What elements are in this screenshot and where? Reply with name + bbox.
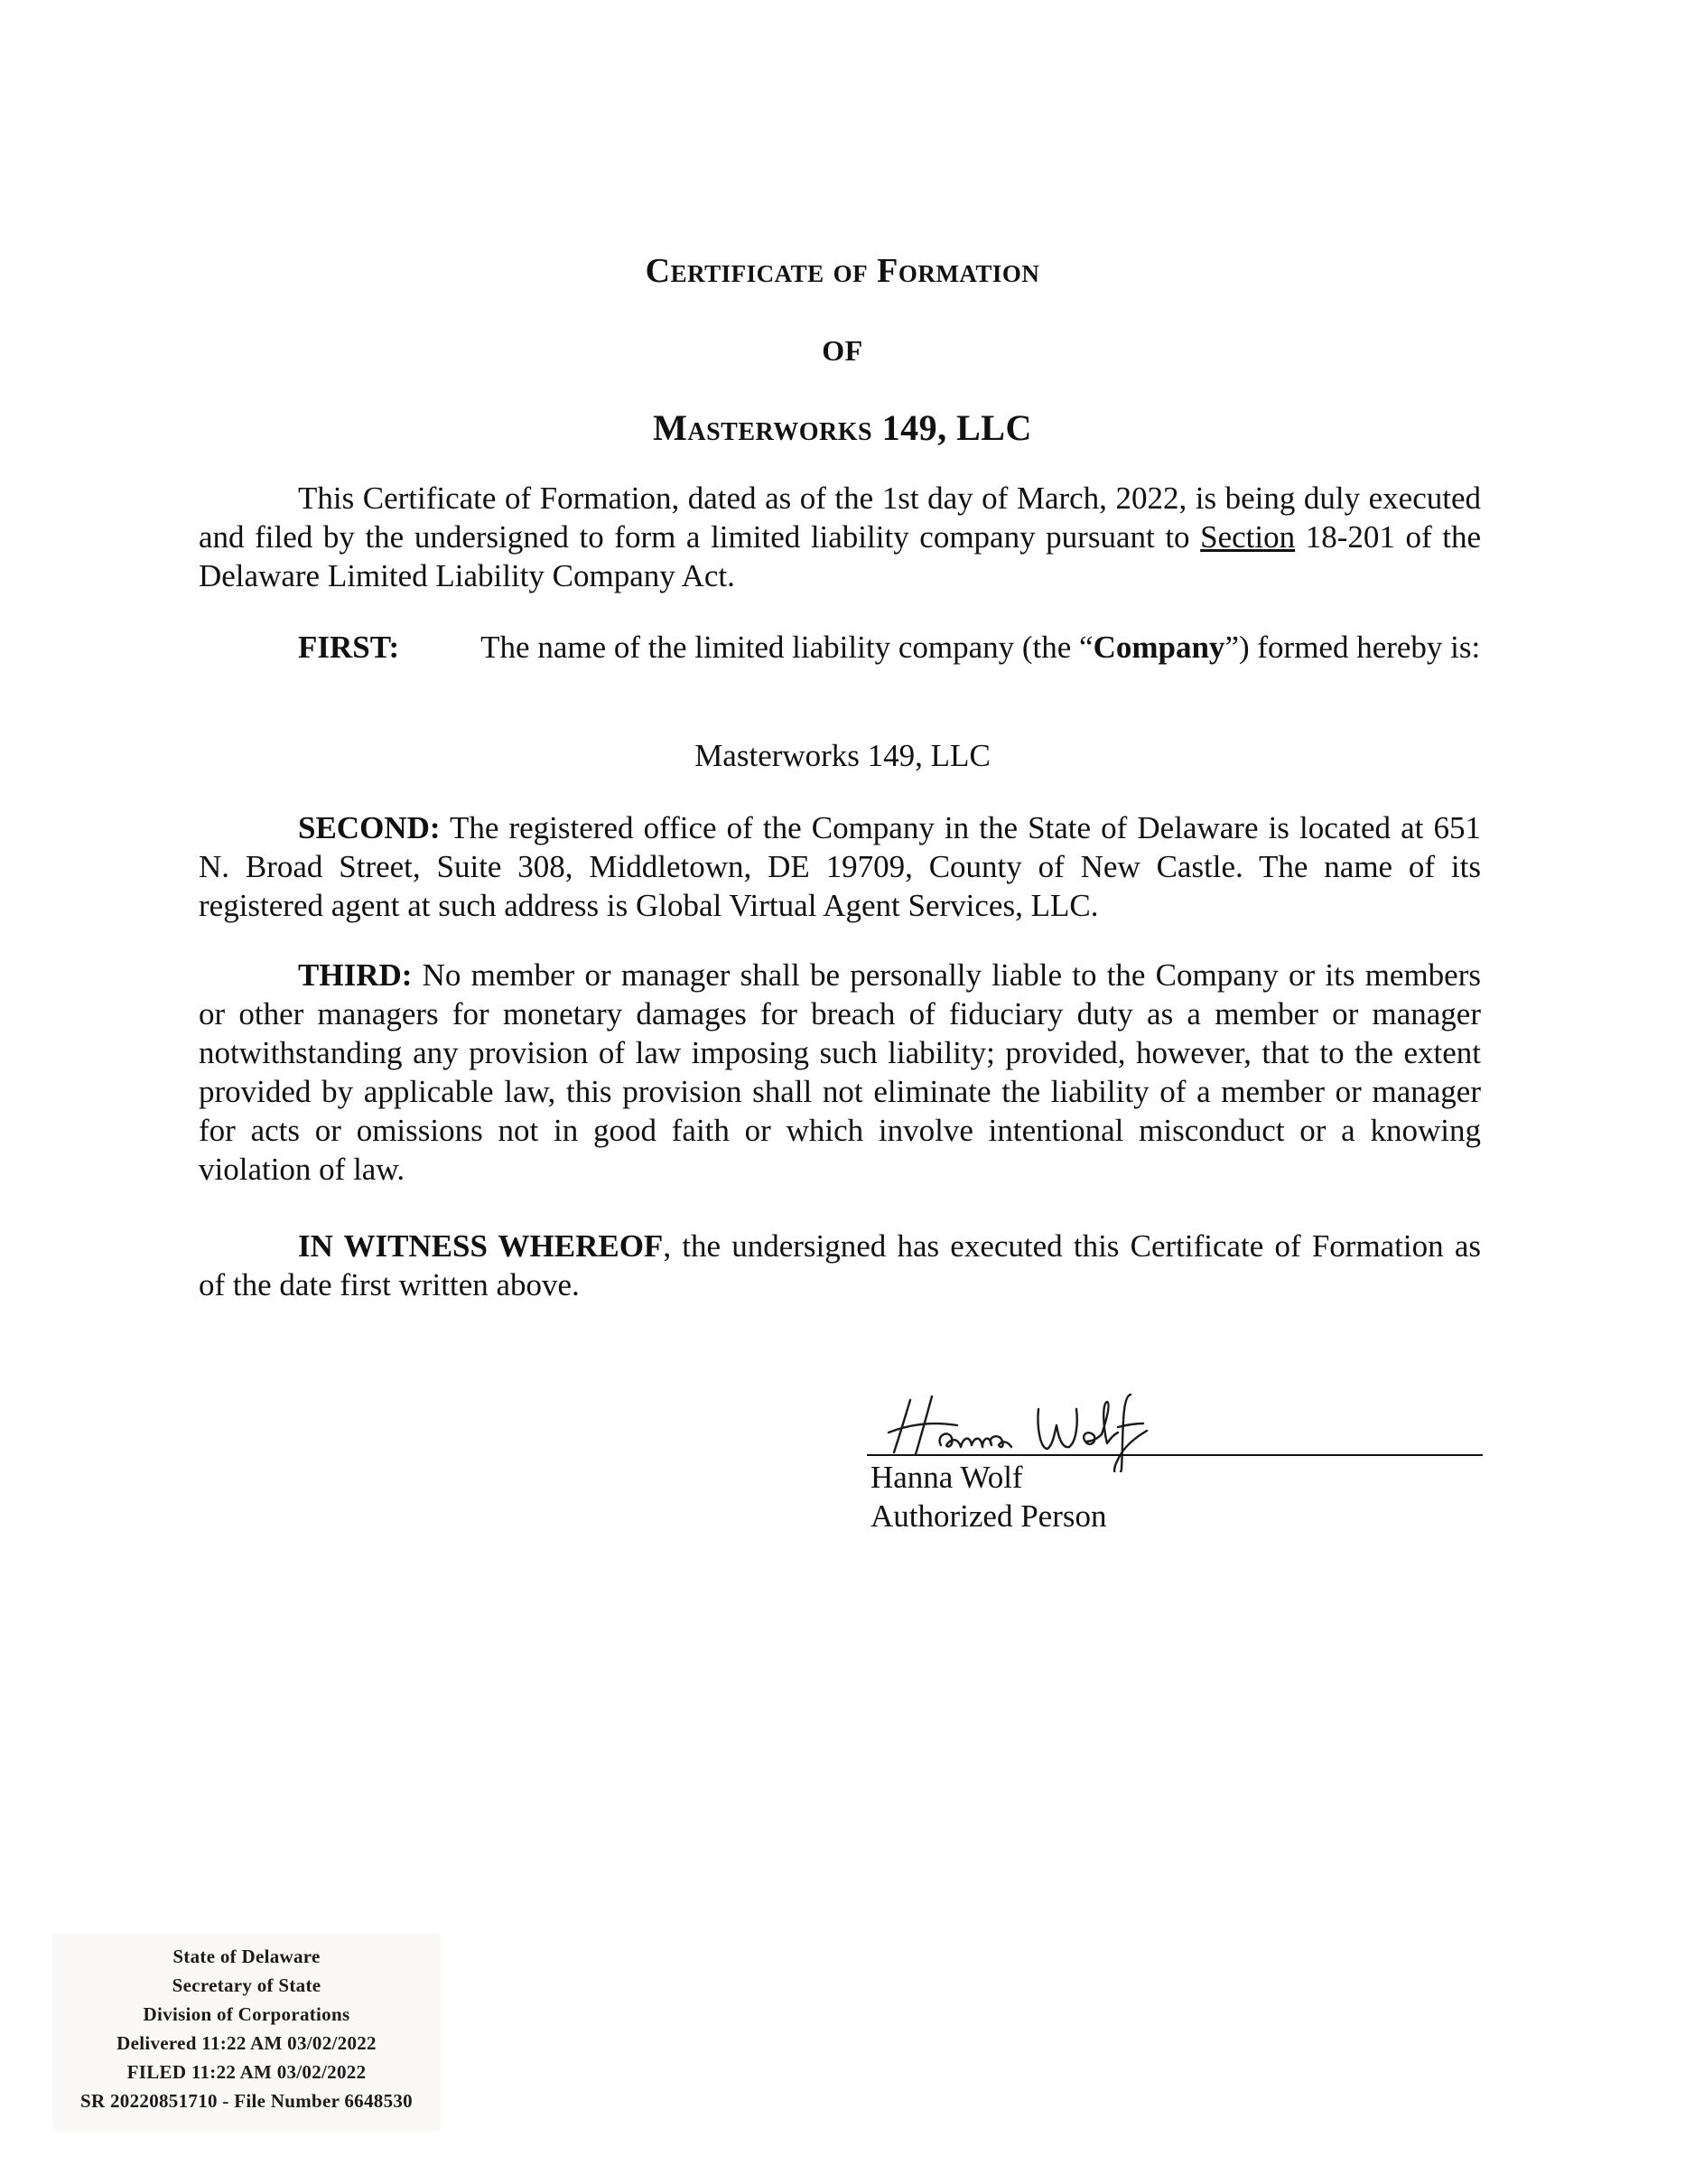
signatory-role: Authorized Person (870, 1498, 1107, 1534)
signatory-name: Hanna Wolf (870, 1460, 1023, 1495)
third-article (199, 956, 1481, 1189)
stamp-line-secretary: Secretary of State (172, 1974, 321, 1996)
intro-text-before: This Certificate of Formation, dated as of the 1st day of March, 2022, is being duly executed and filed by the undersigned to form a limited liability company pursuant to (199, 481, 1481, 555)
section-link: Section (1200, 519, 1296, 555)
document-company-title: Masterworks 149, LLC (653, 407, 1032, 448)
stamp-line-division: Division of Corporations (143, 2003, 350, 2025)
third-label: THIRD: (298, 957, 413, 993)
company-name: Masterworks 149, LLC (694, 738, 991, 773)
document-title: Certificate of Formation (645, 252, 1040, 290)
second-article (199, 808, 1481, 925)
witness-label: IN WITNESS WHEREOF (298, 1228, 664, 1264)
third-text: No member or manager shall be personally liable to the Company or its members or other managers for monetary damages for breach of fiduciary duty as a member or manager notwithstanding any provision of law imposing such liability; provided, however, that to the extent provided by applicable law, this provision shall not eliminate the liability of a member or manager for acts or omissions not in good faith or which involve intentional misconduct or a knowing violation of law. (199, 957, 1481, 1187)
stamp-line-filed: FILED 11:22 AM 03/02/2022 (126, 2061, 367, 2083)
second-text: The registered office of the Company in the State of Delaware is located at 651 N. Broad Street, Suite 308, Middletown, DE 19709, County of New Castle. The name of its registered agent at such address is Global Virtual Agent Services, LLC. (199, 810, 1481, 923)
stamp-line-delivered: Delivered 11:22 AM 03/02/2022 (116, 2032, 377, 2054)
intro-text-after: 18-201 of the Delaware Limited Liability Company Act. (199, 519, 1481, 593)
first-article (199, 628, 1481, 667)
first-label: FIRST: (298, 630, 400, 665)
first-text-after: ”) formed hereby is: (1224, 630, 1481, 665)
stamp-line-state: State of Delaware (172, 1946, 321, 1967)
signature-line (867, 1454, 1483, 1456)
filing-stamp (52, 1933, 441, 2132)
second-label: SECOND: (298, 810, 441, 845)
stamp-line-file-number: SR 20220851710 - File Number 6648530 (80, 2090, 413, 2112)
first-text-before: The name of the limited liability company (the “ (480, 630, 1094, 665)
witness-text: , the undersigned has executed this Certificate of Formation as of the date first written above. (199, 1228, 1481, 1302)
intro-paragraph (199, 479, 1481, 595)
witness-clause (199, 1227, 1481, 1304)
company-defined-term: Company (1093, 630, 1225, 665)
signature-block (867, 1382, 1490, 1535)
document-title-of: OF (822, 334, 863, 367)
